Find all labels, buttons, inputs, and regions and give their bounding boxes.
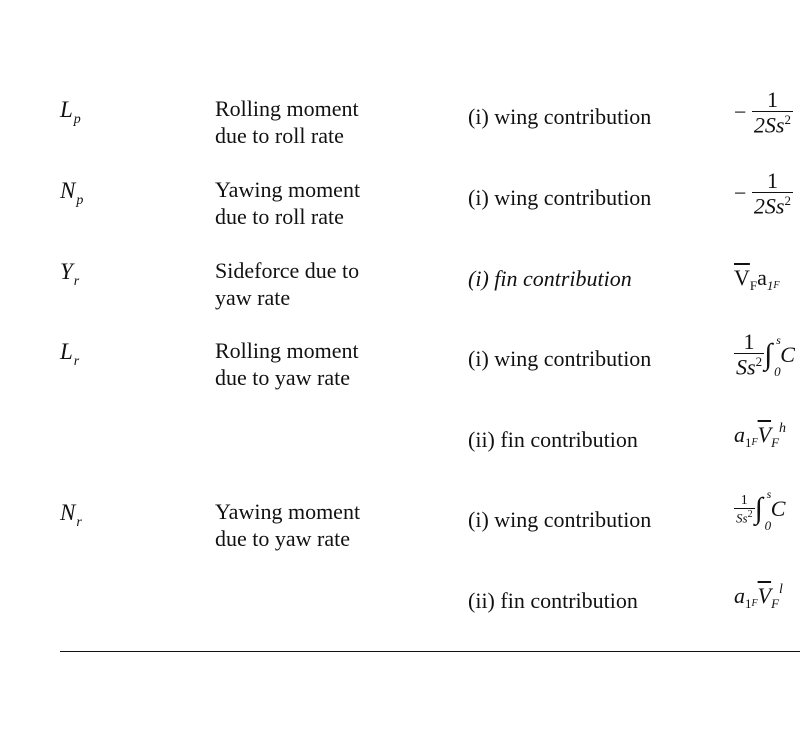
derivative-symbol: $Y_r$ — [60, 259, 80, 289]
formula: − $\frac{1}{2Ss^2}$ — [734, 87, 791, 138]
formula: $\frac{1}{Ss^2}$ ∫ s 0 C — [736, 487, 786, 534]
contribution-label: (ii) fin contribution — [468, 427, 638, 452]
formula: $a_1F\overline{V}_F^h$ — [734, 421, 787, 450]
formula: $\frac{1}{Ss^2}$ ∫ s 0 C — [736, 329, 795, 380]
formula: $\overline{V}_Fa_1F$ — [734, 265, 780, 293]
contribution-label: (i) wing contribution — [468, 346, 652, 371]
integral-sign: ∫ s 0 — [764, 332, 781, 379]
integral-sign: ∫ s 0 — [754, 487, 772, 534]
derivative-description: Yawing moment due to yaw rate — [215, 499, 361, 551]
contribution-label: (ii) fin contribution — [468, 588, 638, 613]
derivative-description: Rolling moment due to roll rate — [215, 96, 359, 148]
formula: $a_1F\overline{V}_F^l$ — [734, 582, 783, 611]
derivative-description: Rolling moment due to yaw rate — [215, 338, 359, 390]
derivative-symbol: $L_r$ — [60, 339, 80, 369]
derivative-description: Yawing moment due to roll rate — [215, 177, 361, 229]
derivative-description: Sideforce due to yaw rate — [215, 258, 360, 310]
contribution-label: (i) fin contribution — [468, 266, 632, 291]
table-bottom-rule — [60, 651, 800, 652]
formula: − $\frac{1}{2Ss^2}$ — [734, 168, 791, 219]
contribution-label: (i) wing contribution — [468, 507, 652, 532]
contribution-label: (i) wing contribution — [468, 104, 652, 129]
derivative-symbol: $N_r$ — [60, 500, 82, 530]
contribution-label: (i) wing contribution — [468, 185, 652, 210]
derivative-symbol: $L_p$ — [60, 97, 81, 127]
derivative-symbol: $N_p$ — [60, 178, 84, 208]
